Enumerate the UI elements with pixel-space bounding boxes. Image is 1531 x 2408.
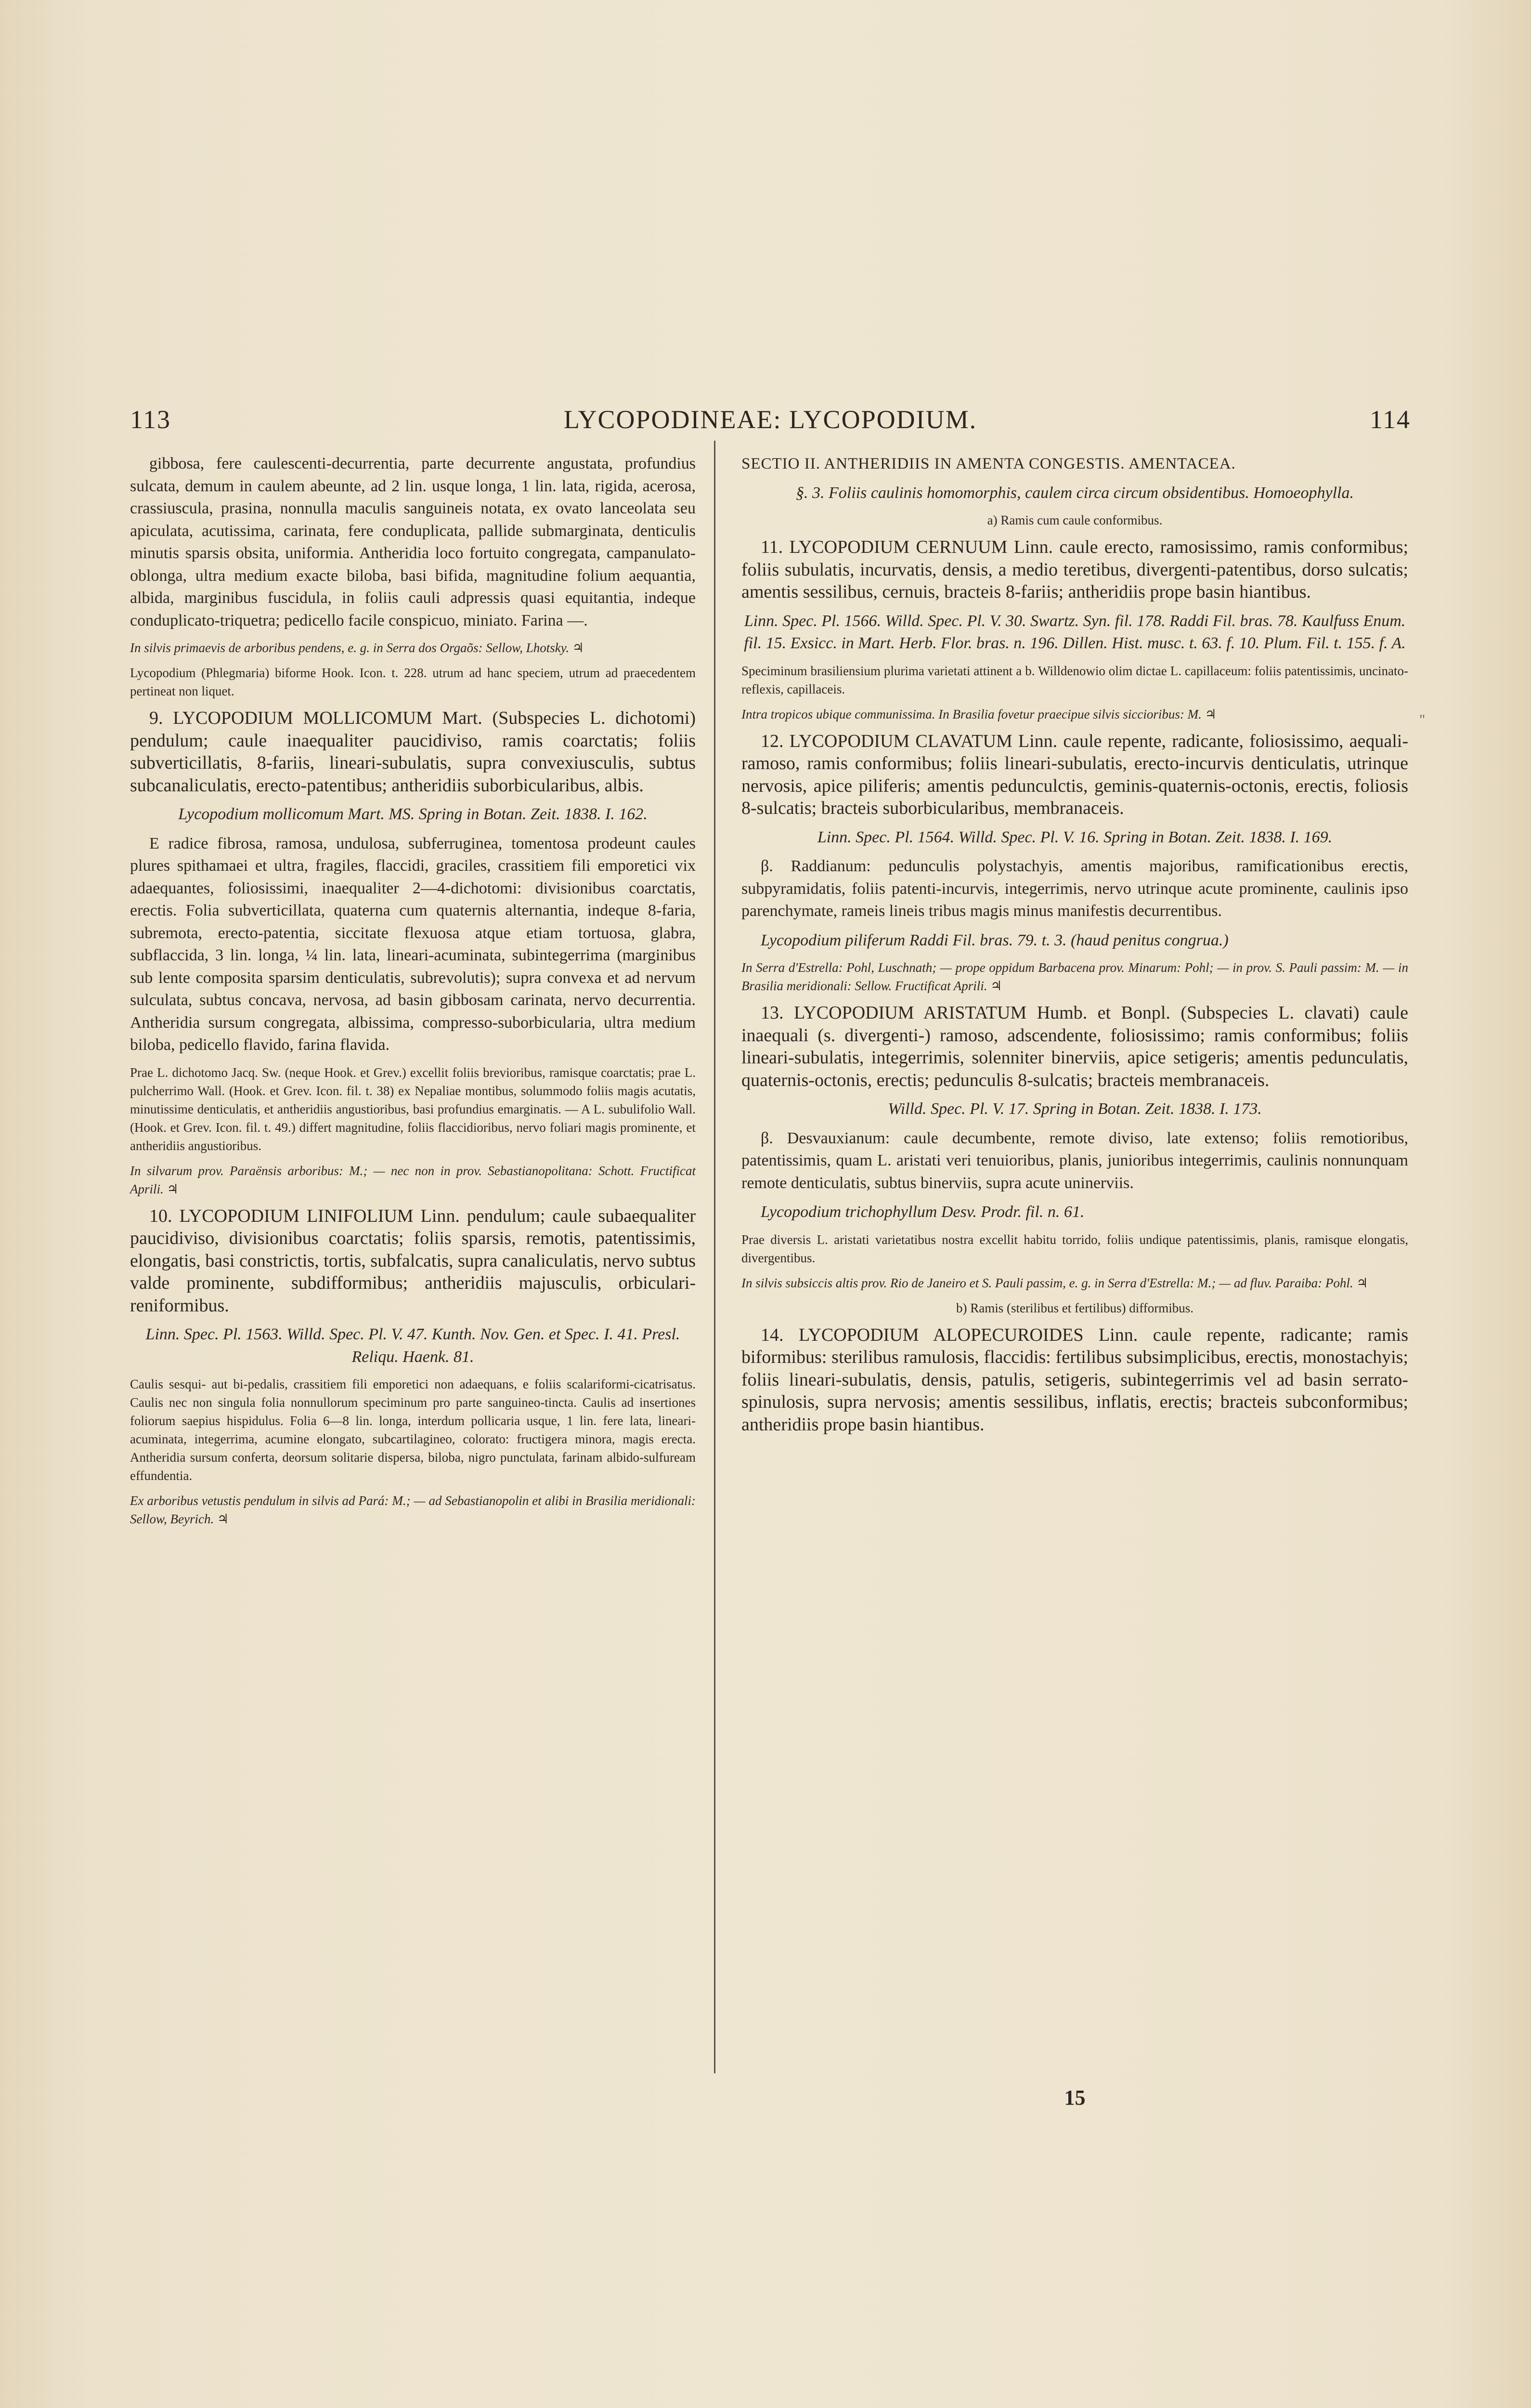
- right-paragraph: In Serra d'Estrella: Pohl, Luschnath; — prope oppidum Barbacena prov. Minarum: Pohl; — in prov. S. Pauli passim: M. — in Brasilia meridionali: Sellow. Fructificat Aprili. ♃: [741, 960, 1408, 993]
- page-number-right: 114: [1370, 405, 1411, 434]
- left-paragraph: Ex arboribus vetustis pendulum in silvis ad Pará: M.; — ad Sebastianopolin et alibi in Brasilia meridionali: Sellow, Beyrich. ♃: [130, 1493, 696, 1526]
- right-paragraph: Speciminum brasiliensium plurima varietati attinent a b. Willdenowio olim dictae L. capillaceum: foliis patentissimis, uncinato-reflexis, capillaceis.: [741, 663, 1408, 696]
- left-paragraph: gibbosa, fere caulescenti-decurrentia, parte decurrente angustata, profundius sulcata, demum in caulem abeunte, ad 2 lin. usque longa, 1 lin. lata, rigida, acerosa, crassiuscula, prasina, nonnulla maculis sanguineis notata, ex ovato lanceolata seu apiculata, acutissima, carinata, fere conduplicata, pallide submarginata, denticulis minutis sparsis obsita, uniformia. Antheridia loco fortuito congregata, campanulato-oblonga, ultra medium exacte biloba, basi bifida, magnitudine folium aequantia, albida, marginibus fuscidula, in foliis cauli adpressis quasi equitantia, indeque conduplicato-triquetra; pedicello facile conspicuo, miniato. Farina —.: [130, 455, 696, 629]
- right-paragraph: a) Ramis cum caule conformibus.: [987, 513, 1163, 527]
- right-paragraph: 11. LYCOPODIUM CERNUUM Linn. caule erecto, ramosissimo, ramis conformibus; foliis subulatis, incurvatis, densis, a medio teretibus, divergenti-patentibus, dorso sulcatis; amentis sessilibus, cernuis, bracteis 8-fariis; antheridiis prope basin hiantibus.: [741, 537, 1408, 602]
- margin-mark: ": [1419, 712, 1426, 728]
- left-paragraph: 9. LYCOPODIUM MOLLICOMUM Mart. (Subspecies L. dichotomi) pendulum; caule inaequaliter paucidiviso, ramis coarctatis; foliis subverticillatis, 8-fariis, lineari-subulatis, supra convexiusculis, subtus subcanaliculatis, erecto-patentibus; antheridiis suborbicularibus, albis.: [130, 708, 696, 796]
- left-paragraph: In silvarum prov. Paraënsis arboribus: M.; — nec non in prov. Sebastianopolitana: Schott. Fructificat Aprili. ♃: [130, 1163, 696, 1196]
- left-paragraph: Lycopodium mollicomum Mart. MS. Spring in Botan. Zeit. 1838. I. 162.: [178, 805, 648, 823]
- signature-mark: 15: [1064, 2086, 1086, 2109]
- right-paragraph: Willd. Spec. Pl. V. 17. Spring in Botan. Zeit. 1838. I. 173.: [888, 1100, 1262, 1118]
- left-paragraph: Lycopodium (Phlegmaria) biforme Hook. Icon. t. 228. utrum ad hanc speciem, utrum ad praecedentem pertineat non liquet.: [130, 666, 696, 698]
- page-header: [130, 405, 1411, 438]
- right-paragraph: b) Ramis (sterilibus et fertilibus) difformibus.: [956, 1300, 1194, 1315]
- left-paragraph: Prae L. dichotomo Jacq. Sw. (neque Hook. et Grev.) excellit foliis brevioribus, ramisque coarctatis; prae L. pulcherrimo Wall. (Hook. et Grev. Icon. fil. t. 38) ex Nepaliae montibus, solummodo foliis magis acutatis, minutissime denticulatis, et antheridiis angustioribus, basi profundius emarginatis. — A L. subulifolio Wall. (Hook. et Grev. Icon. fil. t. 49.) differt magnitudine, foliis flaccidioribus, nervo foliari magis prominente, et antheridiis angustioribus.: [130, 1065, 696, 1153]
- right-paragraph: SECTIO II. ANTHERIDIIS IN AMENTA CONGESTIS. AMENTACEA.: [741, 455, 1236, 472]
- right-paragraph: In silvis subsiccis altis prov. Rio de Janeiro et S. Pauli passim, e. g. in Serra d'Estrella: M.; — ad fluv. Paraiba: Pohl. ♃: [741, 1275, 1368, 1290]
- left-paragraph: In silvis primaevis de arboribus pendens, e. g. in Serra dos Orgaõs: Sellow, Lhotsky. ♃: [130, 641, 584, 655]
- right-paragraph: Linn. Spec. Pl. 1564. Willd. Spec. Pl. V. 16. Spring in Botan. Zeit. 1838. I. 169.: [817, 828, 1333, 846]
- right-paragraph: 12. LYCOPODIUM CLAVATUM Linn. caule repente, radicante, foliosissimo, aequali-ramoso, ramis conformibus; foliis lineari-subulatis, erecto-incurvis denticulatis, utrinque nervosis, apice piliferis; amentis pedunculctis, geminis-quaternis-octonis, erectis, foliosis 8-sulcatis; bracteis suborbicularibus, membranaceis.: [741, 731, 1408, 818]
- running-title: LYCOPODINEAE: LYCOPODIUM.: [563, 405, 977, 434]
- right-paragraph: β. Desvauxianum: caule decumbente, remote diviso, late extenso; foliis remotioribus, patentissimis, quam L. aristati veri tenuioribus, planis, junioribus integerrimis, caulinis nonnunquam remote denticulatis, subtus binerviis, supra acute uninerviis.: [741, 1129, 1408, 1192]
- left-column: [130, 453, 696, 1535]
- right-paragraph: β. Raddianum: pedunculis polystachyis, amentis majoribus, ramificationibus erectis, subpyramidatis, foliis patenti-incurvis, integerrimis, nervo utrinque acute prominente, caulinis ipso parenchymate, rameis lineis tribus magis minus manifestis decurrentibus.: [741, 857, 1408, 920]
- left-paragraph: Linn. Spec. Pl. 1563. Willd. Spec. Pl. V. 47. Kunth. Nov. Gen. et Spec. I. 41. Presl. Reliqu. Haenk. 81.: [145, 1325, 680, 1366]
- left-paragraph: Caulis sesqui- aut bi-pedalis, crassitiem fili emporetici non adaequans, e foliis scalariformi-cicatrisatus. Caulis nec non singula folia nonnullorum speciminum pro parte sanguineo-tincta. Caulis ad insertiones foliorum saepius hispidulus. Folia 6—8 lin. longa, interdum pollicaria usque, 1 lin. fere lata, lineari-acuminata, integerrima, acumine elongato, subcartilagineo, colorato: fructigera minora, magis erecta. Antheridia sursum conferta, deorsum solitarie dispersa, biloba, nigro punctulata, farinam albido-sulfuream effundentia.: [130, 1377, 696, 1483]
- right-paragraph: 13. LYCOPODIUM ARISTATUM Humb. et Bonpl. (Subspecies L. clavati) caule inaequali (s. divergenti-) ramoso, adscendente, foliosissimo; ramis conformibus; foliis lineari-subulatis, integerrimis, solenniter binerviis, apice setigeris; amentis pedunculatis, quaternis-octonis, erectis; pedunculis 8-sulcatis; bracteis membranaceis.: [741, 1003, 1408, 1090]
- right-paragraph: Lycopodium trichophyllum Desv. Prodr. fil. n. 61.: [761, 1203, 1085, 1221]
- column-divider: [714, 441, 715, 2073]
- right-paragraph: 14. LYCOPODIUM ALOPECUROIDES Linn. caule repente, radicante; ramis biformibus: sterilibus ramulosis, flaccidis: fertilibus subsimplicibus, erectis, monostachyis; foliis lineari-subulatis, densis, patulis, setigeris, subintegerrimis vel ad basin serrato-spinulosis, supra nervosis; amentis sessilibus, inflatis, erectis; bracteis subconformibus; antheridiis prope basin hiantibus.: [741, 1324, 1408, 1435]
- right-paragraph: Intra tropicos ubique communissima. In Brasilia fovetur praecipue silvis siccioribus: M. ♃: [741, 707, 1217, 721]
- page-number-left: 113: [130, 405, 171, 434]
- right-paragraph: Prae diversis L. aristati varietatibus nostra excellit habitu torrido, foliis undique patentissimis, planis, ramisque elongatis, divergentibus.: [741, 1232, 1408, 1265]
- left-paragraph: 10. LYCOPODIUM LINIFOLIUM Linn. pendulum; caule subaequaliter paucidiviso, divisionibus coarctatis; foliis sparsis, remotis, patentissimis, elongatis, basi constrictis, tortis, subfalcatis, supra canaliculatis, nervo subtus valde prominente, subdifformibus; antheridiis majusculis, orbiculari-reniformibus.: [130, 1205, 696, 1316]
- right-paragraph: §. 3. Foliis caulinis homomorphis, caulem circa circum obsidentibus. Homoeophylla.: [795, 484, 1354, 502]
- left-paragraph: E radice fibrosa, ramosa, undulosa, subferruginea, tomentosa prodeunt caules plures spithamaei et ultra, fragiles, flaccidi, graciles, crassitiem fili emporetici vix adaequantes, foliosissimi, inaequaliter 2—4-dichotomi: divisionibus coarctatis, erectis. Folia subverticillata, quaterna cum quaternis alternantia, indeque 8-faria, subremota, erecto-patentia, siccitate flexuosa atque etiam tortuosa, glabra, subflaccida, 3 lin. longa, ¼ lin. lata, lineari-acuminata, subintegerrima (marginibus sub lente composita sparsim denticulatis, subrevolutis); supra convexa et ad nervum sulculata, subtus concava, nervosa, ad basin gibbosam carinata, nervo decurrentia. Antheridia sursum congregata, albissima, compresso-suborbicularia, ultra medium biloba, pedicello flavido, farina flavida.: [130, 834, 696, 1054]
- right-paragraph: Linn. Spec. Pl. 1566. Willd. Spec. Pl. V. 30. Swartz. Syn. fil. 178. Raddi Fil. bras. 78. Kaulfuss Enum. fil. 15. Exsicc. in Mart. Herb. Flor. bras. n. 196. Dillen. Hist. musc. t. 63. f. 10. Plum. Fil. t. 155. f. A.: [744, 612, 1406, 652]
- right-column: [741, 453, 1408, 1442]
- right-paragraph: Lycopodium piliferum Raddi Fil. bras. 79. t. 3. (haud penitus congrua.): [761, 931, 1229, 949]
